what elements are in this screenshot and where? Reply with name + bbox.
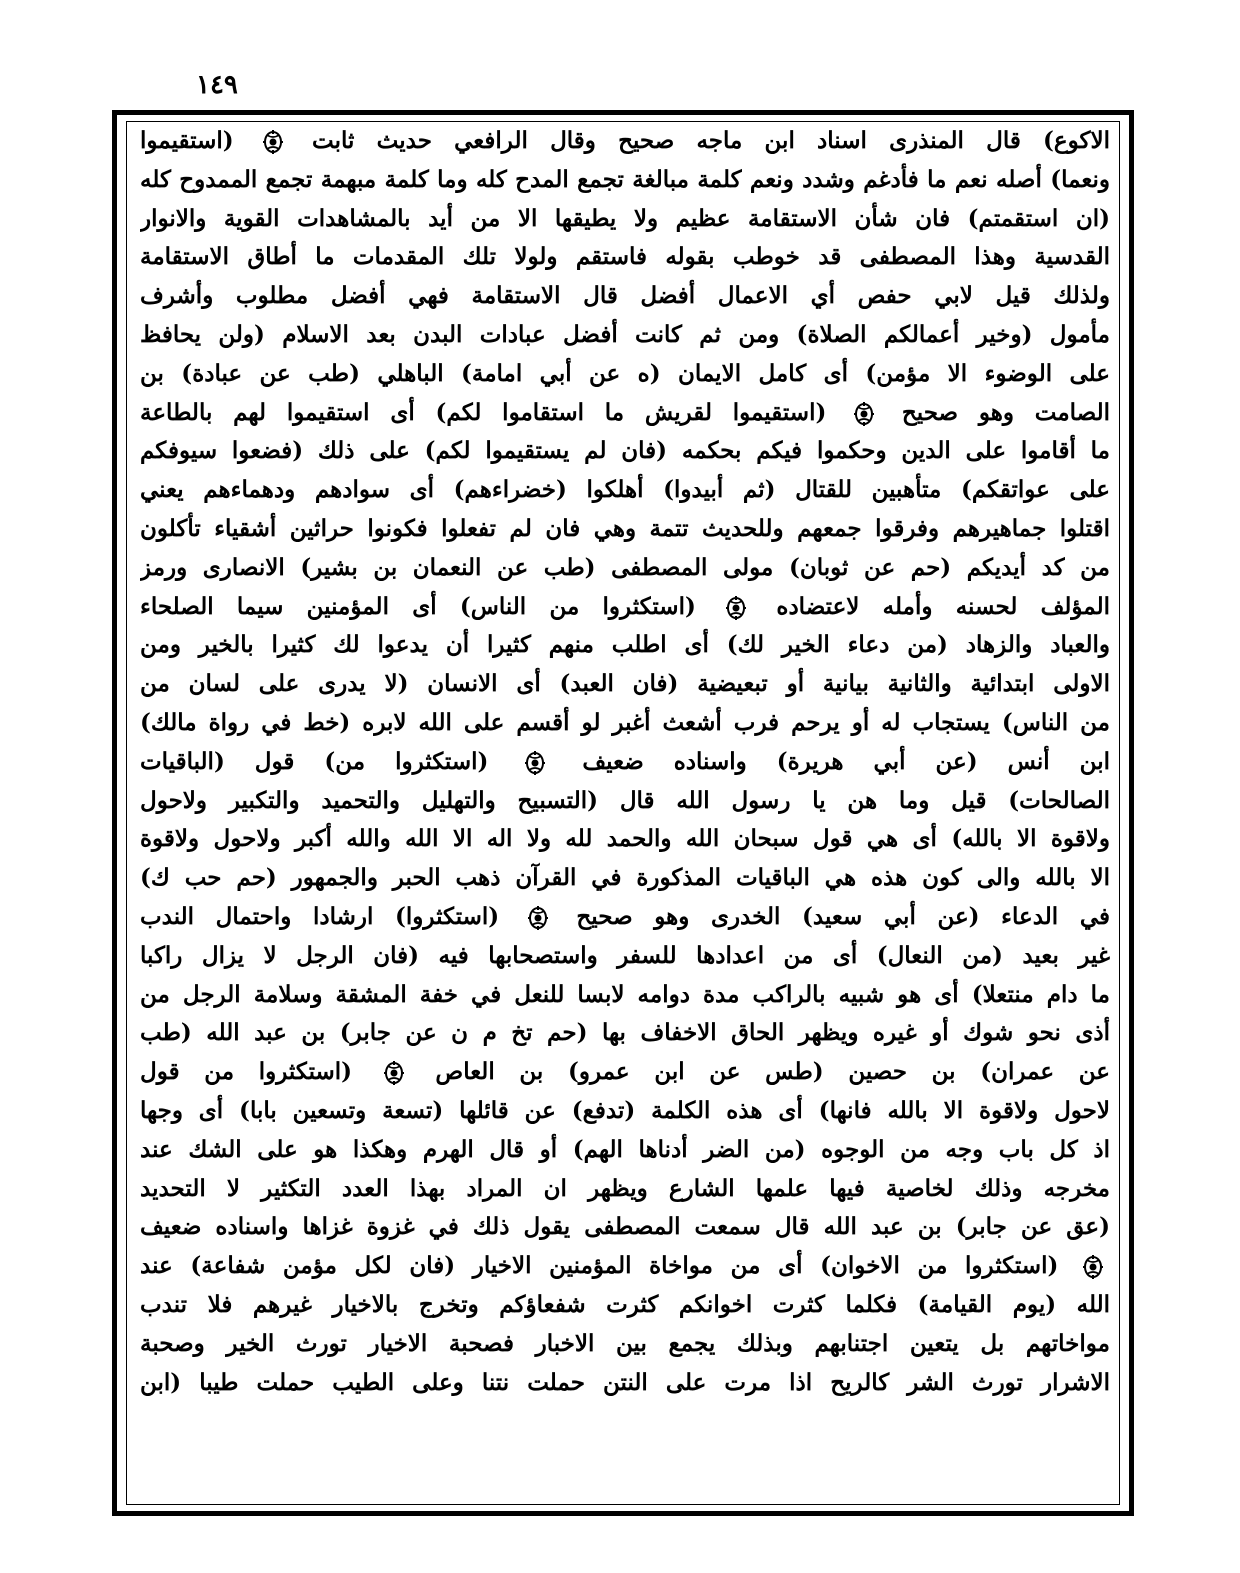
text-line: أذى نحو شوك أو غيره ويظهر الحاق الاخفاف بها (حم تخ م ن عن جابر) بن عبد الله (طب bbox=[140, 1019, 1110, 1047]
text-line: من الناس) يستجاب له أو يرحم فرب أشعث أغبر لو أقسم على الله لابره (خط في رواة مالك) bbox=[140, 708, 1110, 736]
text-line: اذ كل باب وجه من الوجوه (من الضر أدناها الهم) أو قال الهرم وهكذا هو على الشك عند bbox=[140, 1135, 1110, 1163]
text-line: مخرجه وذلك لخاصية فيها علمها الشارع ويظهر ان المراد بهذا العدد التكثير لا التحديد bbox=[140, 1174, 1110, 1202]
text-line: مأمول (وخير أعمالكم الصلاة) ومن ثم كانت أفضل عبادات البدن بعد الاسلام (ولن يحافظ bbox=[140, 320, 1110, 348]
text-line: الله (يوم القيامة) فكلما كثرت اخوانكم كثرت شفعاؤكم وتخرج بالاخيار غيرهم فلا تندب bbox=[140, 1290, 1110, 1318]
text-line: الا بالله والى كون هذه هي الباقيات المذكورة في القرآن ذهب الحبر والجمهور (حم حب ك) bbox=[140, 864, 1110, 892]
text-line: (عق عن جابر) بن عبد الله قال سمعت المصطفى يقول ذلك في غزوة غزاها واسناده ضعيف bbox=[140, 1213, 1110, 1241]
text-line: من كد أيديكم (حم عن ثوبان) مولى المصطفى (طب عن النعمان بن بشير) الانصارى ورمز bbox=[140, 553, 1110, 581]
text-line: ما دام منتعلا) أى هو شبيه بالراكب مدة دوامه لابسا للنعل في خفة المشقة وسلامة الرجل من bbox=[140, 980, 1110, 1008]
body-text bbox=[140, 122, 1110, 1502]
text-line: مواخاتهم بل يتعين اجتنابهم وبذلك يجمع بين الاخبار فصحبة الاخيار تورث الخير وصحبة bbox=[140, 1329, 1110, 1357]
text-line: غير بعيد (من النعال) أى من اعدادها للسفر واستصحابها فيه (فان الرجل لا يزال راكبا bbox=[140, 941, 1110, 969]
text-line: على الوضوء الا مؤمن) أى كامل الايمان (ه عن أبي امامة) الباهلي (طب عن عبادة) بن bbox=[140, 359, 1110, 387]
text-line: (ان استقمتم) فان شأن الاستقامة عظيم ولا يطيقها الا من أيد بالمشاهدات القوية والانوار bbox=[140, 204, 1110, 232]
text-line: الاولى ابتدائية والثانية بيانية أو تبعيضية (فان العبد) أى الانسان (لا يدرى على لسان من bbox=[140, 670, 1110, 698]
text-line: المؤلف لحسنه وأمله لاعتضاده (استكثروا من الناس) أى المؤمنين سيما الصلحاء bbox=[140, 592, 1110, 620]
text-line: ولاقوة الا بالله) أى هي قول سبحان الله والحمد لله ولا اله الا الله والله أكبر ولاحول ولاقوة bbox=[140, 825, 1110, 853]
text-line: الصامت وهو صحيح (استقيموا لقريش ما استقاموا لكم) أى استقيموا لهم بالطاعة bbox=[140, 398, 1110, 426]
text-line: (استكثروا من الاخوان) أى من مواخاة المؤمنين الاخيار (فان لكل مؤمن شفاعة) عند bbox=[140, 1247, 1110, 1286]
text-line: اقتلوا جماهيرهم وفرقوا جمعهم وللحديث تتمة وهي فان لم تفعلوا فكونوا حراثين أشقياء تأكلون bbox=[140, 514, 1110, 542]
flower-ornament-icon bbox=[1082, 1254, 1104, 1280]
text-line: ابن أنس (عن أبي هريرة) واسناده ضعيف (استكثروا من) قول (الباقيات bbox=[140, 747, 1110, 775]
text-line: ونعما) أصله نعم ما فأدغم وشدد ونعم كلمة مبالغة تجمع المدح كله وما كلمة مبهمة تجمع الممدوح كله bbox=[140, 165, 1110, 193]
text-line: والعباد والزهاد (من دعاء الخير لك) أى اطلب منهم كثيرا أن يدعوا لك كثيرا بالخير ومن bbox=[140, 631, 1110, 659]
flower-ornament-icon bbox=[853, 401, 875, 427]
text-line: الصالحات) قيل وما هن يا رسول الله قال (التسبيح والتهليل والتحميد والتكبير ولاحول bbox=[140, 786, 1110, 814]
flower-ornament-icon bbox=[527, 905, 549, 931]
text-line: الاكوع) قال المنذرى اسناد ابن ماجه صحيح وقال الرافعي حديث ثابت (استقيموا bbox=[140, 127, 1110, 154]
flower-ornament-icon bbox=[524, 750, 546, 776]
text-line: ولذلك قيل لابي حفص أي الاعمال أفضل قال الاستقامة فهي أفضل مطلوب وأشرف bbox=[140, 282, 1110, 310]
flower-ornament-icon bbox=[725, 595, 747, 621]
text-line: عن عمران) بن حصين (طس عن ابن عمرو) بن العاص (استكثروا من قول bbox=[140, 1058, 1110, 1086]
page-number: ١٤٩ bbox=[196, 70, 238, 100]
flower-ornament-icon bbox=[383, 1060, 405, 1086]
text-line: القدسية وهذا المصطفى قد خوطب بقوله فاستقم ولولا تلك المقدمات ما أطاق الاستقامة bbox=[140, 243, 1110, 271]
text-line: الاشرار تورث الشر كالريح اذا مرت على النتن حملت نتنا وعلى الطيب حملت طيبا (ابن bbox=[140, 1368, 1110, 1396]
text-line: لاحول ولاقوة الا بالله فانها) أى هذه الكلمة (تدفع) عن قائلها (تسعة وتسعين بابا) أى وجها bbox=[140, 1096, 1110, 1124]
text-line: ما أقاموا على الدين وحكموا فيكم بحكمه (فان لم يستقيموا لكم) على ذلك (فضعوا سيوفكم bbox=[140, 437, 1110, 465]
text-line: على عواتقكم) متأهبين للقتال (ثم أبيدوا) أهلكوا (خضراءهم) أى سوادهم ودهماءهم يعني bbox=[140, 476, 1110, 504]
text-line: في الدعاء (عن أبي سعيد) الخدرى وهو صحيح (استكثروا) ارشادا واحتمال الندب bbox=[140, 902, 1110, 930]
flower-ornament-icon bbox=[262, 129, 284, 155]
